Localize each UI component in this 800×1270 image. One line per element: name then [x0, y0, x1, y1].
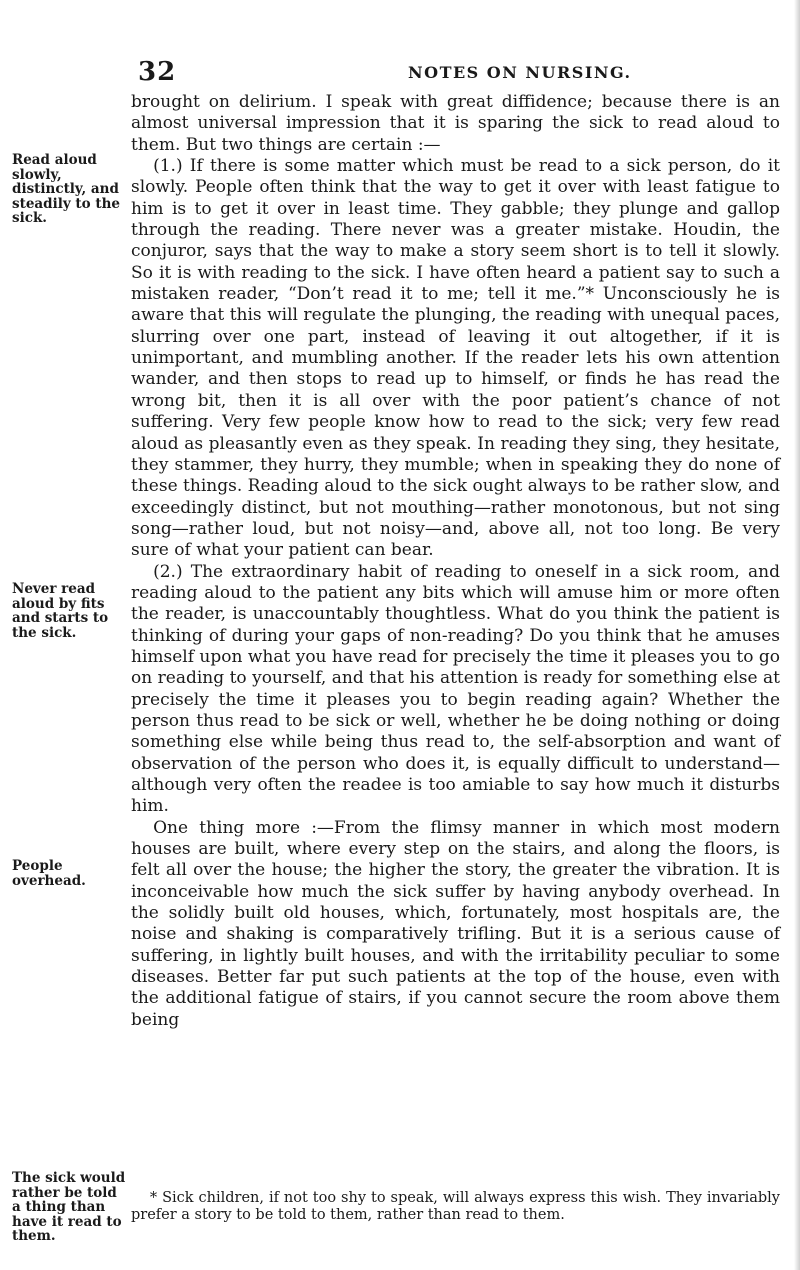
margin-note-never-read: Never read aloud by fits and starts to the sick. [12, 581, 109, 641]
margin-note-told-a-thing: The sick would rather be told a thing than have it read to them. [12, 1170, 126, 1244]
paragraph-reading-to-oneself: (2.) The extraordinary habit of reading to oneself in a sick room, and reading aloud to the patient any bits which will amuse him or more often the reader, is unaccountably thoughtless. What do you think the patient is thinking of during your gaps of non-reading? Do you think that he amuses himself upon what you have read for precisely the time it pleases you to go on reading to yourself, and that his attention is ready for something else at precisely the time it pleases you to begin reading again? Whether the person thus read to be sick or well, whether he be doing nothing or doing something else while being thus read to, the self-absorption and want of observation of the person who does it, is equally difficult to understand—although very often the readee is too amiable to say how much it disturbs him. [131, 561, 780, 817]
page-number: 32 [138, 57, 177, 87]
margin-note-people-overhead: People overhead. [12, 858, 86, 889]
footnote: * Sick children, if not too shy to speak, will always express this wish. They invariably prefer a story to be told to them, rather than read to them. [131, 1190, 780, 1223]
running-head: NOTES ON NURSING. [408, 63, 632, 82]
paragraph-people-overhead: One thing more :—From the flimsy manner in which most modern houses are built, where every step on the stairs, and along the floors, is felt all over the house; the higher the story, the greater the vibration. It is inconceivable how much the sick suffer by having anybody overhead. In the solidly built old houses, which, fortunately, most hospitals are, the noise and shaking is comparatively trifling. But it is a serious cause of suffering, in lightly built houses, and with the irritability peculiar to some diseases. Better far put such patients at the top of the house, even with the additional fatigue of stairs, if you cannot secure the room above them being [131, 817, 780, 1030]
page-edge-shadow [794, 0, 800, 1270]
margin-note-read-aloud: Read aloud slowly, distinctly, and steadily to the sick. [12, 152, 120, 226]
paragraph-intro: brought on delirium. I speak with great diffidence; because there is an almost universal impression that it is sparing the sick to read aloud to them. But two things are certain :— [131, 92, 780, 155]
body-text [131, 92, 780, 1031]
paragraph-read-slowly: (1.) If there is some matter which must be read to a sick person, do it slowly. People often think that the way to get it over with least fatigue to him is to get it over in least time. They gabble; they plunge and gallop through the reading. There never was a greater mistake. Houdin, the conjuror, says that the way to make a story seem short is to tell it slowly. So it is with reading to the sick. I have often heard a patient say to such a mistaken reader, “Don’t read it to me; tell it me.”* Unconsciously he is aware that this will regulate the plunging, the reading with unequal paces, slurring over one part, instead of leaving it out altogether, if it is unimportant, and mumbling another. If the reader lets his own attention wander, and then stops to read up to himself, or finds he has read the wrong bit, then it is all over with the poor patient’s chance of not suffering. Very few people know how to read to the sick; very few read aloud as pleasantly even as they speak. In reading they sing, they hesitate, they stammer, they hurry, they mumble; when in speaking they do none of these things. Reading aloud to the sick ought always to be rather slow, and exceedingly distinct, but not mouthing—rather monotonous, but not sing song—rather loud, but not noisy—and, above all, not too long. Be very sure of what your patient can bear. [131, 156, 780, 561]
